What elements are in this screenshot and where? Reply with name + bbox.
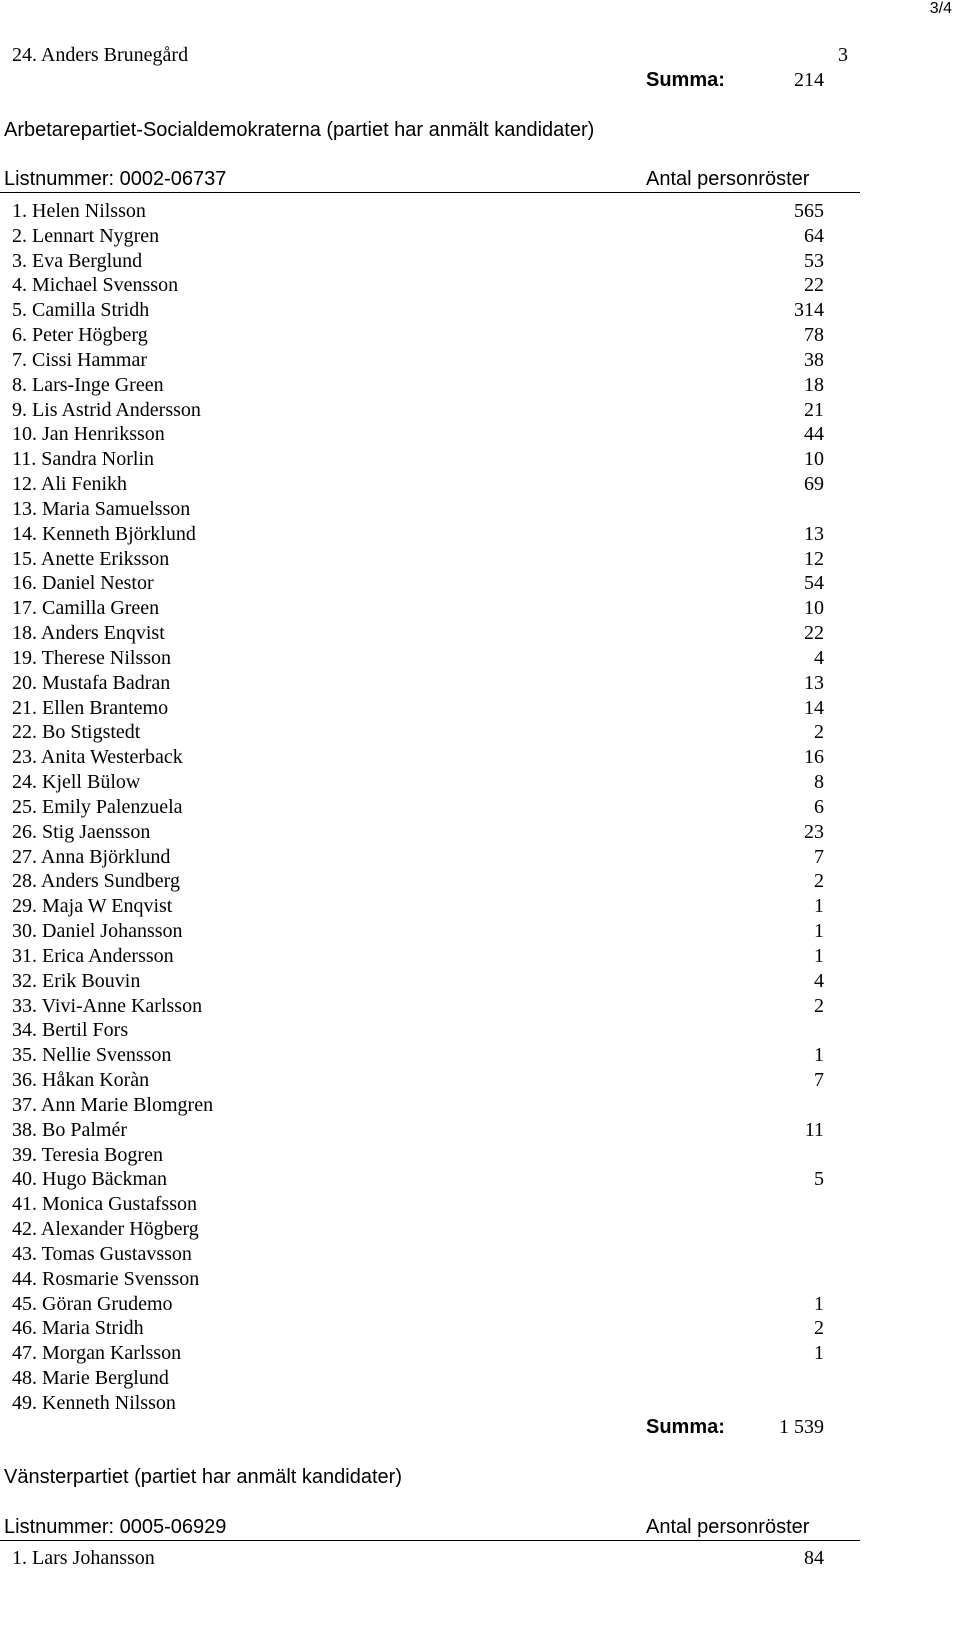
candidate-votes: 10 (804, 448, 824, 471)
list-number-line (4, 166, 226, 192)
list-item (12, 719, 860, 745)
candidate-votes: 2 (814, 994, 824, 1017)
list-item (12, 1216, 860, 1242)
candidate-votes: 69 (804, 473, 824, 496)
candidate-name: 40. Hugo Bäckman (12, 1168, 167, 1191)
candidate-name: 49. Kenneth Nilsson (12, 1391, 176, 1414)
candidate-votes: 22 (804, 274, 824, 297)
list-item (12, 1340, 860, 1366)
candidate-name: 44. Rosmarie Svensson (12, 1267, 200, 1290)
candidate-votes: 2 (814, 870, 824, 893)
candidate-name: 48. Marie Berglund (12, 1367, 169, 1389)
votes-header: Antal personröster (646, 1516, 810, 1538)
list-item (12, 421, 860, 447)
candidate-name: 42. Alexander Högberg (12, 1218, 199, 1241)
candidate-votes: 314 (794, 299, 824, 322)
candidate-votes: 18 (804, 373, 824, 396)
header-divider (0, 1540, 860, 1541)
candidate-votes: 4 (814, 646, 824, 669)
list-item (12, 397, 860, 423)
candidate-votes: 1 (814, 920, 824, 943)
candidate-name: 27. Anna Björklund (12, 845, 171, 868)
candidate-votes: 13 (804, 671, 824, 694)
candidate-votes: 64 (804, 224, 824, 247)
list-item (12, 744, 860, 770)
candidate-votes: 54 (804, 572, 824, 595)
candidate-name: 38. Bo Palmér (12, 1118, 127, 1141)
list-item (12, 42, 860, 68)
list-item (12, 546, 860, 572)
list-item (12, 471, 860, 497)
candidate-name: 45. Göran Grudemo (12, 1292, 173, 1315)
candidate-votes: 38 (804, 348, 824, 371)
candidate-name: 34. Bertil Fors (12, 1019, 129, 1042)
candidate-votes: 1 (814, 1044, 824, 1067)
list-item (12, 968, 860, 994)
list-item (12, 496, 860, 522)
summa-label: Summa: (646, 69, 725, 91)
candidate-votes: 6 (814, 795, 824, 818)
candidate-votes: 23 (804, 820, 824, 843)
candidate-name: 2. Lennart Nygren (12, 224, 160, 247)
candidate-name: 23. Anita Westerback (12, 746, 183, 769)
list-item (12, 248, 860, 274)
candidate-votes: 53 (804, 249, 824, 272)
list-item (12, 272, 860, 298)
candidate-name: 16. Daniel Nestor (12, 572, 154, 595)
candidate-name: 14. Kenneth Björklund (12, 522, 196, 545)
candidate-votes: 22 (804, 622, 824, 645)
candidate-votes: 13 (804, 522, 824, 545)
candidate-votes: 16 (804, 746, 824, 769)
list-item (12, 1166, 860, 1192)
list-item (12, 521, 860, 547)
party-title: Arbetarepartiet-Socialdemokraterna (partiet har anmält kandidater) (4, 119, 595, 141)
candidate-votes: 14 (804, 696, 824, 719)
candidate-votes: 84 (804, 1547, 824, 1569)
list-item (12, 347, 860, 373)
candidate-votes: 5 (814, 1168, 824, 1191)
candidate-votes: 565 (794, 200, 824, 222)
candidate-name: 13. Maria Samuelsson (12, 497, 191, 520)
candidate-votes: 11 (804, 1118, 824, 1141)
candidate-name: 17. Camilla Green (12, 597, 160, 620)
list-item (12, 446, 860, 472)
candidate-name: 8. Lars-Inge Green (12, 373, 164, 396)
candidate-votes: 1 (814, 944, 824, 967)
list-item (12, 1315, 860, 1341)
candidate-name: 39. Teresia Bogren (12, 1143, 163, 1166)
candidate-name: 30. Daniel Johansson (12, 920, 183, 943)
candidate-name: 24. Kjell Bülow (12, 771, 141, 794)
list-item (12, 918, 860, 944)
list-item (12, 620, 860, 646)
candidate-name: 33. Vivi-Anne Karlsson (12, 994, 203, 1017)
candidate-votes: 2 (814, 721, 824, 744)
candidate-name: 35. Nellie Svensson (12, 1044, 172, 1067)
candidate-name: 22. Bo Stigstedt (12, 721, 141, 744)
list-item (12, 570, 860, 596)
candidate-name: 24. Anders Brunegård (12, 44, 189, 66)
list-item (12, 322, 860, 348)
candidate-votes: 10 (804, 597, 824, 620)
list-item (12, 1017, 860, 1043)
candidate-name: 5. Camilla Stridh (12, 299, 150, 322)
candidate-name: 15. Anette Eriksson (12, 547, 170, 570)
votes-header: Antal personröster (646, 168, 810, 190)
candidate-name: 4. Michael Svensson (12, 274, 179, 297)
candidate-votes: 2 (814, 1317, 824, 1340)
header-divider (0, 192, 860, 193)
list-item (12, 670, 860, 696)
candidate-name: 19. Therese Nilsson (12, 646, 172, 669)
candidate-name: 7. Cissi Hammar (12, 348, 147, 371)
list-item (12, 645, 860, 671)
candidate-name: 1. Lars Johansson (12, 1547, 155, 1569)
candidate-name: 28. Anders Sundberg (12, 870, 180, 893)
list-number: 0005-06929 (119, 1516, 227, 1538)
list-item (12, 198, 860, 224)
candidate-votes: 21 (804, 398, 824, 421)
candidate-name: 12. Ali Fenikh (12, 473, 128, 496)
list-number-label: Listnummer: (4, 168, 120, 190)
list-item (12, 993, 860, 1019)
list-item (12, 844, 860, 870)
candidate-name: 10. Jan Henriksson (12, 423, 165, 446)
candidate-votes: 12 (804, 547, 824, 570)
candidate-name: 6. Peter Högberg (12, 324, 148, 347)
list-item (12, 1117, 860, 1143)
candidate-name: 25. Emily Palenzuela (12, 795, 183, 818)
list-number: 0002-06737 (119, 168, 227, 190)
list-item (12, 1092, 860, 1118)
list-item (12, 1191, 860, 1217)
candidate-name: 47. Morgan Karlsson (12, 1342, 182, 1365)
list-item (12, 297, 860, 323)
list-item (12, 943, 860, 969)
summa-label: Summa: (646, 1416, 725, 1438)
list-number-label: Listnummer: (4, 1516, 120, 1538)
summa-value: 1 539 (779, 1416, 824, 1438)
candidate-name: 43. Tomas Gustavsson (12, 1242, 192, 1265)
list-item (12, 868, 860, 894)
list-item (12, 1291, 860, 1317)
candidate-name: 21. Ellen Brantemo (12, 696, 169, 719)
summa-value: 214 (794, 69, 824, 91)
candidate-name: 29. Maja W Enqvist (12, 895, 173, 918)
list-item (12, 1042, 860, 1068)
candidate-name: 3. Eva Berglund (12, 249, 143, 272)
candidate-votes: 3 (838, 44, 848, 66)
list-item (12, 819, 860, 845)
list-item (12, 1067, 860, 1093)
candidate-name: 26. Stig Jaensson (12, 820, 151, 843)
candidate-name: 11. Sandra Norlin (12, 448, 155, 471)
list-item (12, 1241, 860, 1267)
list-item (12, 223, 860, 249)
list-item (12, 1266, 860, 1292)
candidate-votes: 8 (814, 771, 824, 794)
list-item (12, 1142, 860, 1168)
list-item (12, 1390, 860, 1416)
candidate-votes: 1 (814, 895, 824, 918)
party-title: Vänsterpartiet (partiet har anmält kandidater) (4, 1466, 402, 1488)
candidate-name: 32. Erik Bouvin (12, 969, 141, 992)
list-item (12, 595, 860, 621)
candidate-name: 20. Mustafa Badran (12, 671, 171, 694)
list-item (12, 372, 860, 398)
candidate-name: 41. Monica Gustafsson (12, 1193, 197, 1216)
candidate-name: 9. Lis Astrid Andersson (12, 398, 201, 421)
candidate-votes: 1 (814, 1292, 824, 1315)
list-number-line (4, 1514, 226, 1540)
candidate-votes: 7 (814, 845, 824, 868)
list-item (12, 1545, 860, 1571)
list-item (12, 769, 860, 795)
candidate-name: 31. Erica Andersson (12, 944, 174, 967)
candidate-name: 1. Helen Nilsson (12, 200, 146, 222)
candidate-votes: 1 (814, 1342, 824, 1365)
list-item (12, 1365, 860, 1391)
candidate-name: 46. Maria Stridh (12, 1317, 144, 1340)
candidate-name: 18. Anders Enqvist (12, 622, 165, 645)
candidate-name: 37. Ann Marie Blomgren (12, 1093, 214, 1116)
candidate-votes: 7 (814, 1069, 824, 1092)
candidate-votes: 78 (804, 324, 824, 347)
list-item (12, 794, 860, 820)
list-item (12, 893, 860, 919)
candidate-votes: 44 (804, 423, 824, 446)
candidate-name: 36. Håkan Koràn (12, 1069, 150, 1092)
candidate-votes: 4 (814, 969, 824, 992)
page-number: 3/4 (929, 0, 952, 17)
list-item (12, 695, 860, 721)
